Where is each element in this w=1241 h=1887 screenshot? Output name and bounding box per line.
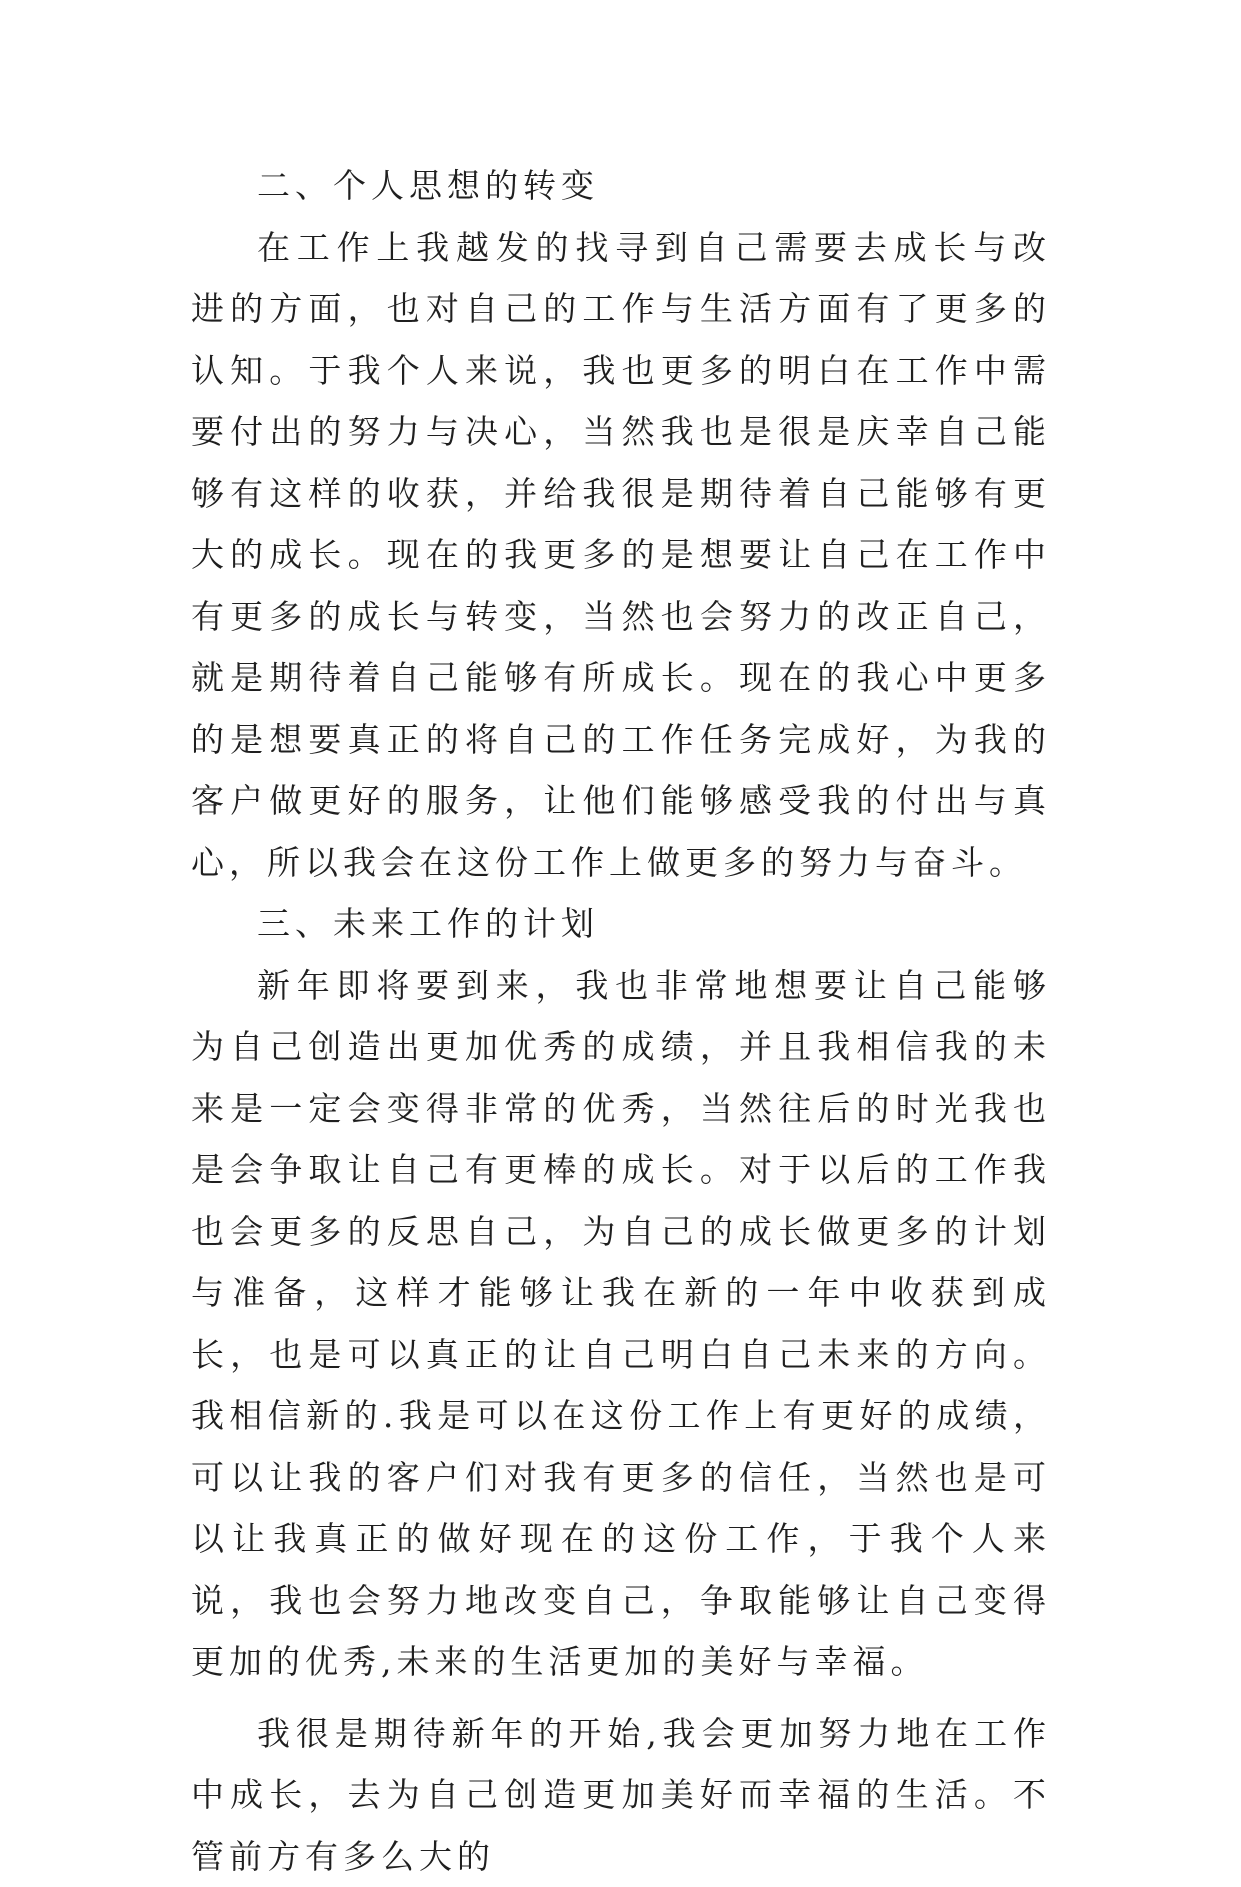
section-heading-future-plan: 三、未来工作的计划: [191, 893, 1051, 955]
paragraph-thought-change: 在工作上我越发的找寻到自己需要去成长与改进的方面，也对自己的工作与生活方面有了更多的认知。于我个人来说，我也更多的明白在工作中需要付出的努力与决心，当然我也是很是庆幸自己能够有这样的收获，并给我很是期待着自己能够有更大的成长。现在的我更多的是想要让自己在工作中有更多的成长与转变，当然也会努力的改正自己，就是期待着自己能够有所成长。现在的我心中更多的是想要真正的将自己的工作任务完成好，为我的客户做更好的服务，让他们能够感受我的付出与真心，所以我会在这份工作上做更多的努力与奋斗。: [191, 217, 1051, 894]
paragraph-future-plan: 新年即将要到来，我也非常地想要让自己能够为自己创造出更加优秀的成绩，并且我相信我的未来是一定会变得非常的优秀，当然往后的时光我也是会争取让自己有更棒的成长。对于以后的工作我也会更多的反思自己，为自己的成长做更多的计划与准备，这样才能够让我在新的一年中收获到成长，也是可以真正的让自己明白自己未来的方向。我相信新的.我是可以在这份工作上有更好的成绩，可以让我的客户们对我有更多的信任，当然也是可以让我真正的做好现在的这份工作，于我个人来说，我也会努力地改变自己，争取能够让自己变得更加的优秀,未来的生活更加的美好与幸福。: [191, 955, 1051, 1693]
paragraph-new-year: 我很是期待新年的开始,我会更加努力地在工作中成长，去为自己创造更加美好而幸福的生活。不管前方有多么大的: [191, 1703, 1051, 1887]
section-heading-thought-change: 二、个人思想的转变: [191, 155, 1051, 217]
document-body: [191, 155, 1051, 1887]
paragraph-gap: [191, 1693, 1051, 1703]
